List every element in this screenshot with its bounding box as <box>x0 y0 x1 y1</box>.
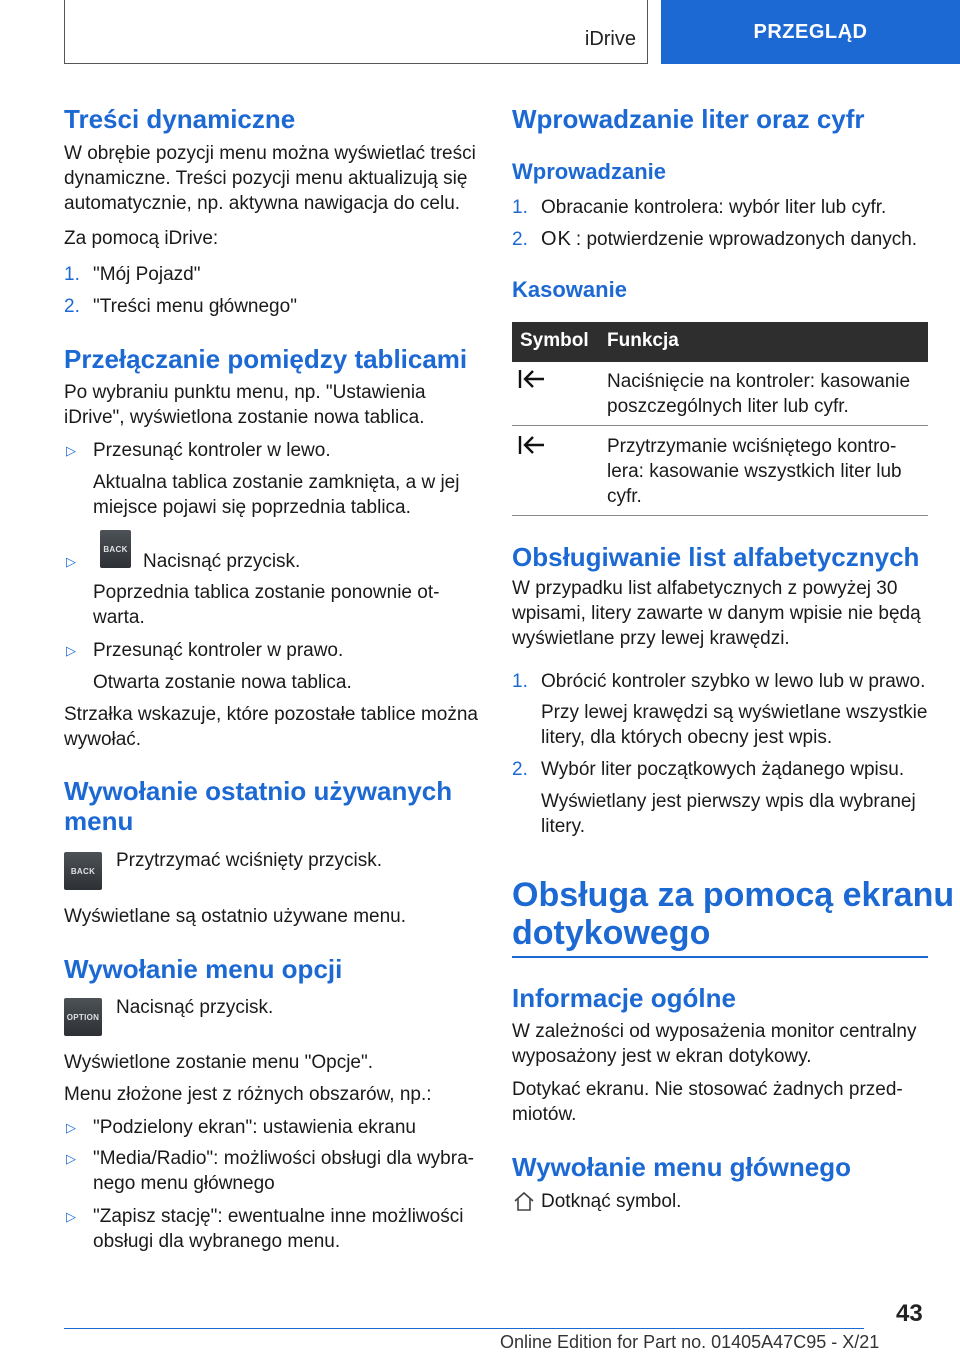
step-subtext: Wyświetlany jest pierwszy wpis dla wybranej litery. <box>541 791 916 837</box>
instruction-text: Nacisnąć przycisk. <box>116 997 274 1018</box>
heading-switch-panels: Przełączanie pomiędzy tablicami <box>64 344 468 374</box>
header-frame <box>64 0 648 64</box>
paragraph-alpha-lists: W przypadku list alfabetycznych z powyżej 30 wpisami, litery zawarte w danym wpisie nie będą wyświetlane przy lewej krawędzi. <box>512 578 921 649</box>
bullet-text: "Zapisz stację": ewentualne inne możliwości obsługi dla wybranego menu. <box>93 1206 464 1252</box>
back-button-icon: BACK <box>100 530 131 568</box>
instruction-text: Przytrzymać wciśnięty przycisk. <box>116 850 383 871</box>
step-number: 2. <box>64 296 80 317</box>
table-divider <box>512 425 928 426</box>
heading-letter-entry: Wprowadzanie liter oraz cyfr <box>512 104 865 134</box>
heading-main-menu: Wywołanie menu głównego <box>512 1152 851 1182</box>
delete-arrow-icon <box>517 432 547 465</box>
heading-general-info: Informacje ogólne <box>512 983 736 1013</box>
step-number: 1. <box>512 671 528 692</box>
footer-rule <box>64 1328 864 1329</box>
step-text: Wybór liter początkowych żądanego wpisu. <box>541 759 905 780</box>
paragraph-options-shown: Wyświetlone zostanie menu "Opcje". <box>64 1052 374 1073</box>
heading-recent-menus: Wywołanie ostatnio używanych menu <box>64 776 453 836</box>
table-row: Przytrzymanie wciśniętego kontro- lera: kasowanie wszystkich liter lub cyfr. <box>607 436 902 507</box>
paragraph-general-info: W zależności od wyposażenia monitor centralny wyposażony jest w ekran dotykowy. <box>512 1021 917 1067</box>
table-row: Naciśnięcie na kontroler: kasowanie poszczególnych liter lub cyfr. <box>607 371 911 417</box>
bullet-triangle-icon: ▷ <box>66 1209 76 1224</box>
page-number: 43 <box>896 1300 923 1327</box>
option-button-icon: OPTION <box>64 998 102 1036</box>
step-text: "Treści menu głównego" <box>93 296 297 317</box>
subheading-entry: Wprowadzanie <box>512 159 667 184</box>
bullet-text: Przesunąć kontroler w prawo. <box>93 640 344 661</box>
ok-symbol-icon: OK <box>541 228 572 250</box>
paragraph-options-areas: Menu złożone jest z różnych obszarów, np.: <box>64 1084 432 1105</box>
bullet-text: Przesunąć kontroler w lewo. <box>93 440 331 461</box>
table-header <box>512 322 928 362</box>
instruction-text: Dotknąć symbol. <box>541 1191 682 1212</box>
bullet-subtext: Otwarta zostanie nowa tablica. <box>93 672 352 693</box>
bullet-text: Nacisnąć przycisk. <box>143 551 301 572</box>
heading-options-menu: Wywołanie menu opcji <box>64 954 343 984</box>
step-number: 1. <box>512 197 528 218</box>
section-rule <box>512 956 928 958</box>
step-number: 2. <box>512 229 528 250</box>
heading-touchscreen: Obsługa za pomocą ekranu dotykowego <box>512 876 955 952</box>
home-icon <box>513 1190 535 1217</box>
step-number: 2. <box>512 759 528 780</box>
step-text: OK : potwierdzenie wprowadzonych danych. <box>541 228 918 250</box>
heading-alpha-lists: Obsługiwanie list alfabetycznych <box>512 542 920 572</box>
paragraph-switch-panels: Po wybraniu punktu menu, np. "Ustawienia iDrive", wyświetlona zostanie nowa tablica. <box>64 382 426 428</box>
step-number: 1. <box>64 264 80 285</box>
paragraph-via-idrive: Za pomocą iDrive: <box>64 228 219 249</box>
paragraph-touch-advice: Dotykać ekranu. Nie stosować żadnych przed- miotów. <box>512 1079 903 1125</box>
heading-dynamic-content: Treści dynamiczne <box>64 104 296 134</box>
footer-edition: Online Edition for Part no. 01405A47C95 - X/21 <box>500 1332 880 1352</box>
step-text: Obrócić kontroler szybko w lewo lub w prawo. <box>541 671 926 692</box>
back-button-icon: BACK <box>64 852 102 890</box>
step-subtext: Przy lewej krawędzi są wyświetlane wszystkie litery, dla których obecny jest wpis. <box>541 702 928 748</box>
step-text: "Mój Pojazd" <box>93 264 201 285</box>
header-section-title: iDrive <box>584 28 636 50</box>
paragraph-dynamic-content: W obrębie pozycji menu można wyświetlać treści dynamiczne. Treści pozycji menu aktualizują się automatycznie, np. aktywna nawigacja do celu. <box>64 143 476 214</box>
table-bottom-rule <box>512 515 928 516</box>
bullet-text: "Media/Radio": możliwości obsługi dla wybra- nego menu głównego <box>93 1148 474 1194</box>
bullet-triangle-icon: ▷ <box>66 554 76 569</box>
subheading-delete: Kasowanie <box>512 277 627 302</box>
bullet-subtext: Aktualna tablica zostanie zamknięta, a w jej miejsce pojawi się poprzednia tablica. <box>93 472 460 518</box>
bullet-text: "Podzielony ekran": ustawienia ekranu <box>93 1117 416 1138</box>
paragraph-recent-menus: Wyświetlane są ostatnio używane menu. <box>64 906 406 927</box>
bullet-subtext: Poprzednia tablica zostanie ponownie ot- warta. <box>93 582 440 628</box>
paragraph-arrow-note: Strzałka wskazuje, które pozostałe tablice można wywołać. <box>64 704 478 750</box>
header-tab[interactable]: PRZEGLĄD <box>661 0 960 64</box>
bullet-triangle-icon: ▷ <box>66 643 76 658</box>
table-header-symbol: Symbol <box>520 330 589 351</box>
step-text: Obracanie kontrolera: wybór liter lub cyfr. <box>541 197 887 218</box>
bullet-triangle-icon: ▷ <box>66 1151 76 1166</box>
bullet-triangle-icon: ▷ <box>66 443 76 458</box>
table-header-function: Funkcja <box>607 330 679 351</box>
delete-arrow-icon <box>517 366 547 399</box>
bullet-triangle-icon: ▷ <box>66 1120 76 1135</box>
